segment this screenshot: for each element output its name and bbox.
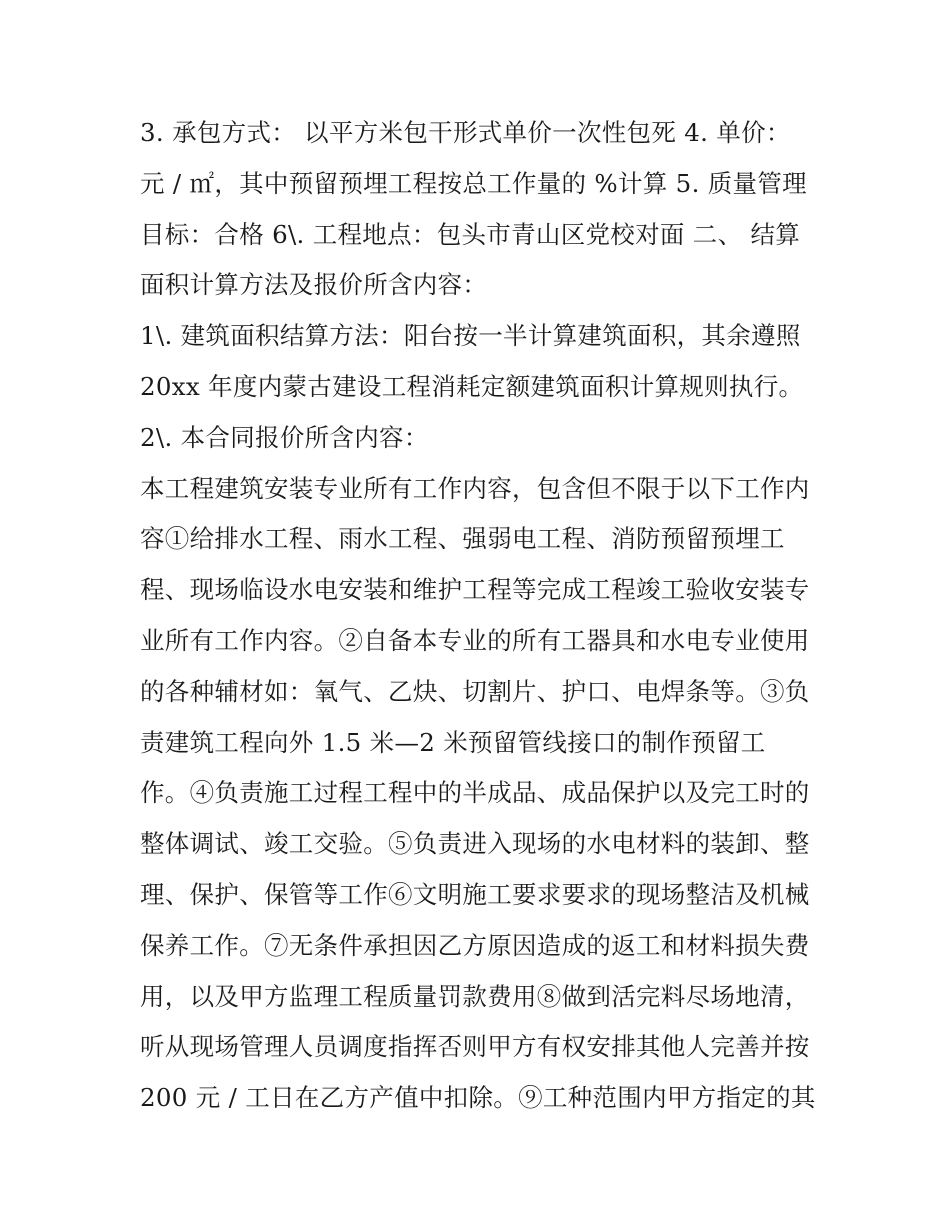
- text-line: 目标：合格 6\. 工程地点：包头市青山区党校对面 二、 结算: [140, 219, 801, 249]
- text-line: 20xx 年度内蒙古建设工程消耗定额建筑面积计算规则执行。: [140, 371, 804, 401]
- text-line: 业所有工作内容。②自备本专业的所有工器具和水电专业使用: [140, 625, 810, 655]
- text-line: 2\. 本合同报价所含内容：: [140, 422, 429, 452]
- text-line: 1\. 建筑面积结算方法：阳台按一半计算建筑面积，其余遵照: [140, 321, 801, 351]
- text-line: 程、现场临设水电安装和维护工程等完成工程竣工验收安装专: [140, 575, 810, 605]
- text-line: 200 元 / 工日在乙方产值中扣除。⑨工种范围内甲方指定的其: [140, 1083, 816, 1113]
- text-line: 责建筑工程向外 1.5 米—2 米预留管线接口的制作预留工: [140, 727, 766, 757]
- text-line: 作。④负责施工过程工程中的半成品、成品保护以及完工时的: [140, 778, 810, 808]
- document-body: [140, 108, 820, 1124]
- text-line: 理、保护、保管等工作⑥文明施工要求要求的现场整洁及机械: [140, 879, 810, 909]
- text-line: 整体调试、竣工交验。⑤负责进入现场的水电材料的装卸、整: [140, 829, 810, 859]
- text-line: 元 / ㎡，其中预留预埋工程按总工作量的 %计算 5. 质量管理: [140, 168, 807, 198]
- text-line: 保养工作。⑦无条件承担因乙方原因造成的返工和材料损失费: [140, 930, 810, 960]
- text-line: 3. 承包方式： 以平方米包干形式单价一次性包死 4. 单价：: [140, 118, 791, 147]
- text-line: 容①给排水工程、雨水工程、强弱电工程、消防预留预埋工: [140, 524, 785, 554]
- text-line: 听从现场管理人员调度指挥否则甲方有权安排其他人完善并按: [140, 1032, 810, 1062]
- text-line: 面积计算方法及报价所含内容：: [140, 270, 488, 300]
- text-line: 本工程建筑安装专业所有工作内容，包含但不限于以下工作内: [140, 473, 810, 503]
- text-line: 用，以及甲方监理工程质量罚款费用⑧做到活完料尽场地清，: [140, 981, 810, 1011]
- text-line: 的各种辅材如：氧气、乙炔、切割片、护口、电焊条等。③负: [140, 676, 810, 706]
